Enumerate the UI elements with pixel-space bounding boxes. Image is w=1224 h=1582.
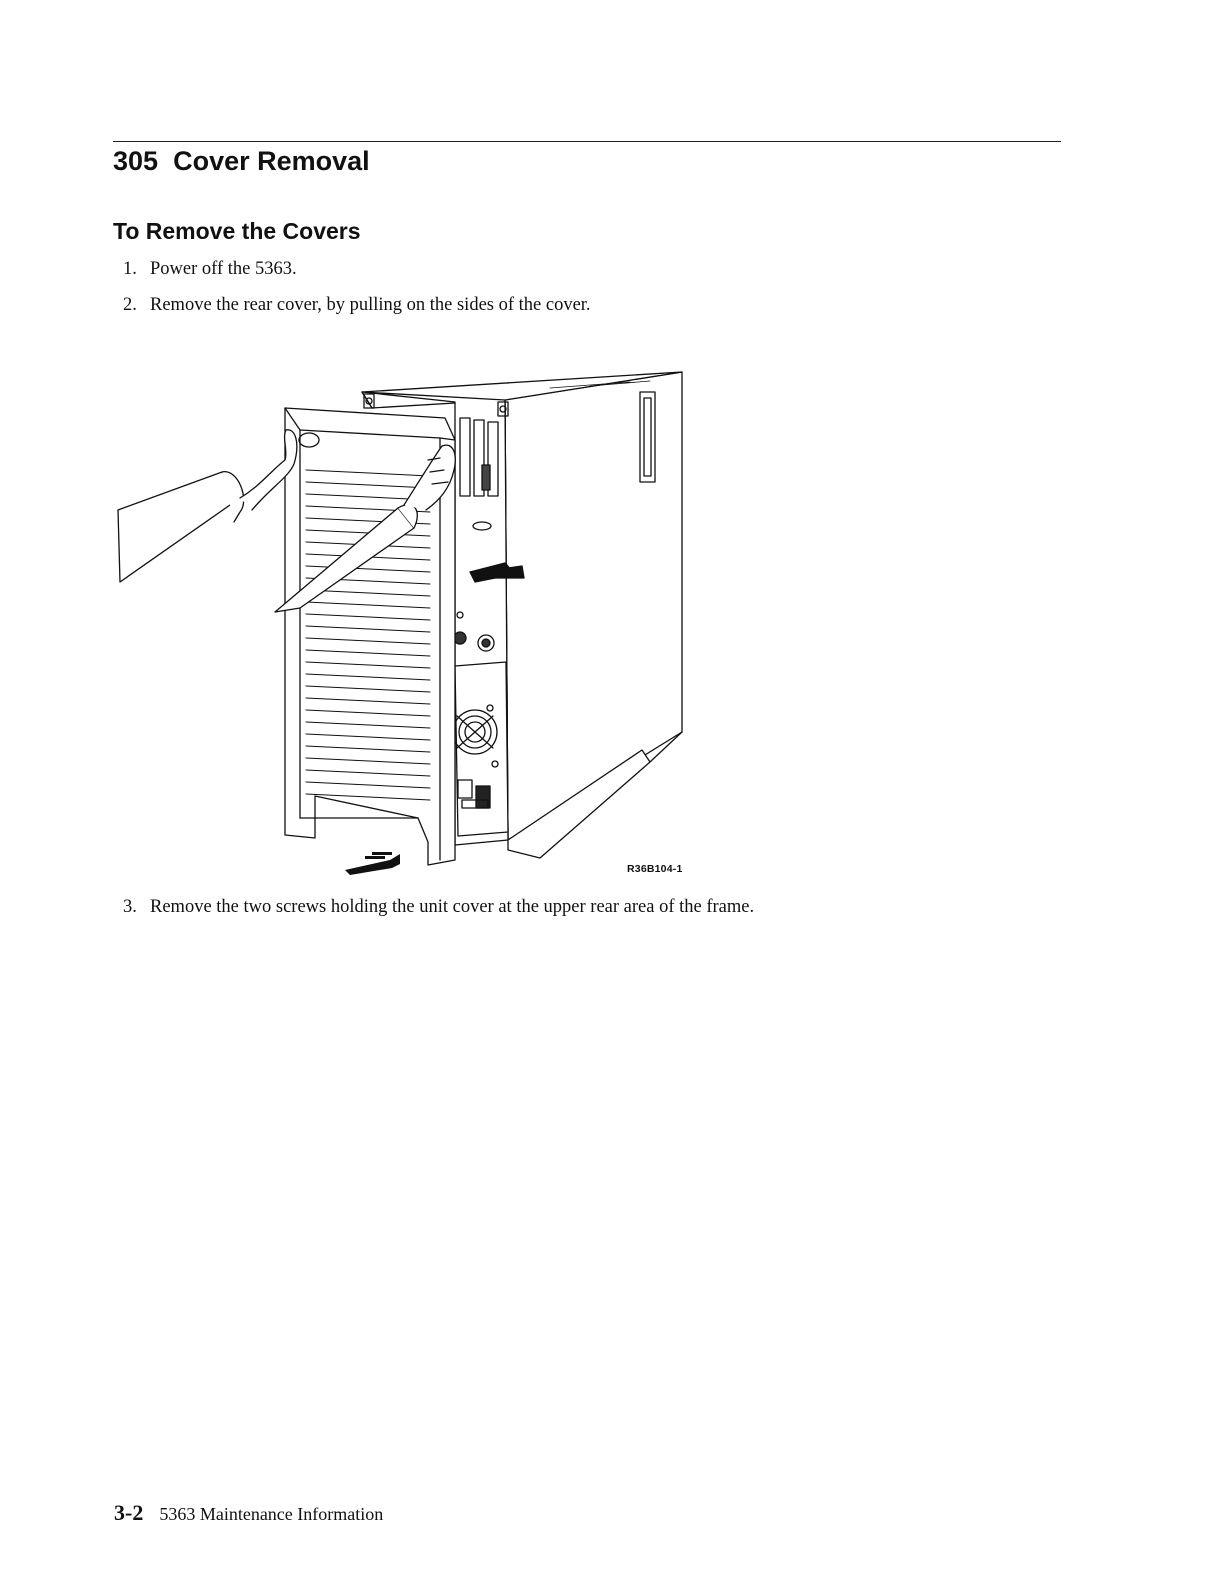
cover-removal-illustration: [110, 360, 710, 885]
page-footer: [114, 1500, 383, 1526]
step-number: 2.: [123, 295, 137, 315]
section-title: Cover Removal: [173, 146, 370, 176]
step-item: [123, 293, 591, 317]
step-number: 1.: [123, 259, 137, 279]
direction-arrow: [345, 852, 400, 875]
document-title: 5363 Maintenance Information: [159, 1504, 384, 1524]
step-item: [123, 257, 297, 281]
section-heading: [113, 141, 370, 181]
step-text: Remove the rear cover, by pulling on the sides of the cover.: [150, 295, 591, 315]
page-number: 3-2: [114, 1500, 144, 1525]
step-number: 3.: [123, 897, 137, 917]
step-item: [123, 895, 754, 919]
figure-label: R36B104-1: [627, 863, 683, 875]
subsection-heading: To Remove the Covers: [113, 218, 361, 244]
step-text: Remove the two screws holding the unit cover at the upper rear area of the frame.: [150, 897, 755, 917]
step-text: Power off the 5363.: [150, 259, 297, 279]
section-number: 305: [113, 146, 159, 176]
